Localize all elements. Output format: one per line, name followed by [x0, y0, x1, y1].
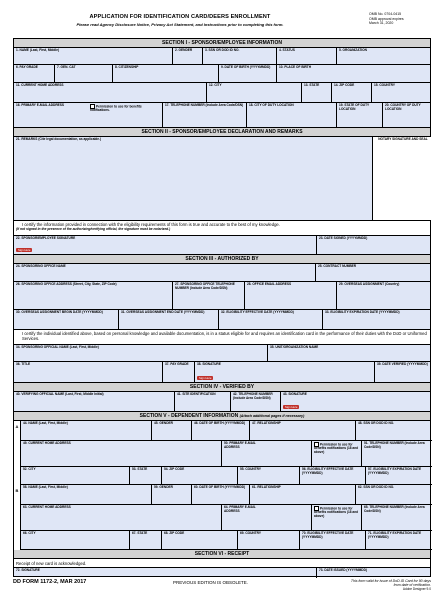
row-receipt — [14, 568, 430, 578]
field-64-label: 64. PRIMARY E-MAIL ADDRESS — [224, 505, 256, 513]
field-52-city[interactable] — [21, 467, 129, 484]
certification-1 — [14, 221, 430, 236]
field-69-label: 69. COUNTRY — [240, 531, 261, 535]
field-44-label: 44. NAME (Last, First, Middle) — [23, 421, 68, 425]
field-15-country[interactable] — [371, 83, 432, 102]
field-48-label: 48. SSN OR DOD ID NO. — [358, 421, 395, 425]
field-58-name[interactable] — [21, 485, 151, 504]
omb-expires-label: OMB approval expires — [369, 16, 404, 21]
field-49-address[interactable] — [21, 441, 221, 466]
field-57-label: 57. ELIGIBILITY EXPIRATION DATE (YYYYMMDD) — [368, 467, 422, 475]
form-footer — [13, 578, 431, 598]
certification-2 — [14, 330, 430, 345]
field-40-label: 40. VERIFYING OFFICIAL NAME (Last, First, Middle Initial) — [16, 392, 104, 396]
field-10-label: 10. PLACE OF BIRTH — [279, 65, 312, 69]
field-67-state[interactable] — [129, 531, 161, 549]
field-62-label: 62. SSN OR DOD ID NO. — [358, 485, 395, 489]
section-1-header: SECTION I - SPONSOR/EMPLOYEE INFORMATION — [14, 39, 430, 48]
field-5-organization[interactable] — [336, 48, 432, 64]
field-69-country[interactable] — [237, 531, 299, 549]
field-21-label: 21. REMARKS (Cite legal documentation, as applicable.) — [16, 137, 102, 141]
field-25-label: 25. CONTRACT NUMBER — [318, 264, 357, 268]
field-17-telephone[interactable] — [162, 103, 246, 127]
field-46-dob[interactable] — [191, 421, 249, 440]
row-office-address — [14, 282, 430, 310]
field-60-dob[interactable] — [191, 485, 249, 504]
field-63-address[interactable] — [21, 505, 221, 530]
form-body — [13, 38, 431, 577]
field-59-label: 59. GENDER — [154, 485, 173, 489]
field-20-duty-country[interactable] — [382, 103, 432, 127]
previous-edition-note: PREVIOUS EDITION IS OBSOLETE. — [173, 580, 249, 585]
field-9-label: 9. DATE OF BIRTH (YYYYMMDD) — [221, 65, 271, 69]
field-52-label: 52. CITY — [23, 467, 36, 471]
field-36-title[interactable] — [14, 362, 162, 382]
section-2-header: SECTION II - SPONSOR/EMPLOYEE DECLARATION AND REMARKS — [14, 128, 430, 137]
field-1-label: 1. NAME (Last, First, Middle) — [16, 48, 60, 52]
field-16-permission-label: Permission to use for benefits notifications. — [90, 104, 142, 113]
field-41-label: 41. SITE IDENTIFICATION — [177, 392, 216, 396]
field-66-label: 66. CITY — [23, 531, 36, 535]
field-55-country[interactable] — [237, 467, 299, 484]
omb-number: OMB No. 0704-0415 — [369, 12, 402, 16]
sign-here-tag: Sign Here — [18, 248, 31, 252]
row-2 — [14, 65, 430, 83]
field-8-citizenship[interactable] — [112, 65, 218, 82]
field-51-label: 51. TELEPHONE NUMBER (Include Area Code/DSN) — [364, 441, 425, 449]
field-12-label: 12. CITY — [209, 83, 222, 87]
field-50-label: 50. PRIMARY E-MAIL ADDRESS — [224, 441, 256, 449]
field-71-label: 71. ELIGIBILITY EXPIRATION DATE (YYYYMMDD) — [368, 531, 422, 539]
omb-expires-date: March 31, 2020 — [369, 21, 394, 26]
field-45-label: 45. GENDER — [154, 421, 173, 425]
field-65-label: 65. TELEPHONE NUMBER (Include Area Code/DSN) — [364, 505, 425, 513]
sign-here-tag: Sign Here — [285, 405, 298, 409]
row-office — [14, 264, 430, 282]
field-50-permission[interactable] — [311, 441, 361, 466]
certification-2-text: I certify the individual identified above, based on personal knowledge and available documentation, is in a status eligible for and requires an identification card in the performance of their duties with the DoD or Uniformed Services. — [22, 331, 427, 341]
row-signature — [14, 236, 430, 255]
field-32-label: 32. ELIGIBILITY EFFECTIVE DATE (YYYYMMDD) — [221, 310, 294, 314]
field-50-permission-text — [314, 442, 362, 455]
field-63-label: 63. CURRENT HOME ADDRESS — [23, 505, 71, 509]
field-65-telephone[interactable] — [361, 505, 432, 530]
section-5-header — [14, 412, 430, 421]
field-62-ssn[interactable] — [355, 485, 432, 504]
form-title: APPLICATION FOR IDENTIFICATION CARD/DEERS ENROLLMENT — [89, 14, 271, 20]
field-35-label: 35. UNIT/ORGANIZATION NAME — [270, 345, 319, 349]
certification-1-text: I certify the information provided in connection with the eligibility requirements of this form is true and accurate to the best of my knowledge. — [22, 222, 280, 227]
field-3-label: 3. SSN OR DOD ID NO. — [205, 48, 240, 52]
field-6-label: 6. PAY GRADE — [16, 65, 38, 69]
field-48-ssn[interactable] — [355, 421, 432, 440]
field-22-sponsor-signature[interactable] — [14, 236, 316, 254]
field-22-label: 22. SPONSOR/EMPLOYEE SIGNATURE — [16, 236, 76, 240]
field-37-label: 37. PAY GRADE — [165, 362, 189, 366]
omb-block — [369, 12, 404, 26]
field-33-exp[interactable] — [322, 310, 432, 329]
field-64-permission-text — [314, 506, 362, 519]
field-7-gen-cat[interactable] — [54, 65, 112, 82]
field-24-office-name[interactable] — [14, 264, 315, 281]
field-14-label: 14. ZIP CODE — [334, 83, 355, 87]
field-64-email[interactable] — [221, 505, 311, 530]
form-number: DD FORM 1172-2, MAR 2017 — [13, 579, 87, 585]
field-72-label: 72. SIGNATURE — [16, 568, 40, 572]
field-51-telephone[interactable] — [361, 441, 432, 466]
field-26-label: 26. SPONSORING OFFICE ADDRESS (Street, City, State, ZIP Code) — [16, 282, 117, 286]
row-remarks — [14, 137, 430, 221]
field-31-label: 31. OVERSEAS ASSIGNMENT END DATE (YYYYMMDD) — [121, 310, 205, 314]
section-5-note: (Attach additional pages if necessary) — [239, 414, 305, 418]
field-32-eff[interactable] — [218, 310, 322, 329]
field-27-office-phone[interactable] — [172, 282, 244, 309]
field-31-end[interactable] — [118, 310, 218, 329]
field-70-eff[interactable] — [299, 531, 365, 549]
field-42-telephone[interactable] — [230, 392, 280, 411]
field-6-pay-grade[interactable] — [14, 65, 54, 82]
dependent-b-marker: B — [14, 485, 21, 550]
field-1-name[interactable] — [14, 48, 172, 64]
field-16-permission[interactable] — [90, 104, 160, 113]
field-44-name[interactable] — [21, 421, 151, 440]
field-19-duty-state[interactable] — [336, 103, 382, 127]
form-header — [0, 0, 441, 38]
field-43-signature[interactable] — [280, 392, 432, 411]
field-9-dob[interactable] — [218, 65, 276, 82]
row-3 — [14, 83, 430, 103]
field-38-signature[interactable] — [194, 362, 374, 382]
row-title — [14, 362, 430, 383]
field-24-label: 24. SPONSORING OFFICE NAME — [16, 264, 66, 268]
field-41-site-id[interactable] — [174, 392, 230, 411]
field-2-gender[interactable] — [172, 48, 202, 64]
field-61-label: 61. RELATIONSHIP — [252, 485, 281, 489]
row-dep-a-2 — [21, 441, 432, 467]
field-26-office-address[interactable] — [14, 282, 172, 309]
field-39-label: 39. DATE VERIFIED (YYYYMMDD) — [377, 362, 428, 366]
field-55-label: 55. COUNTRY — [240, 467, 261, 471]
field-8-label: 8. CITIZENSHIP — [115, 65, 139, 69]
validity-note — [351, 579, 431, 592]
dependent-a-marker: A — [14, 421, 21, 485]
field-29-label: 29. OVERSEAS ASSIGNMENT (Country) — [339, 282, 400, 286]
field-40-verifier-name[interactable] — [14, 392, 174, 411]
field-28-office-email[interactable] — [244, 282, 336, 309]
field-73-label: 73. DATE ISSUED (YYYYMMDD) — [319, 568, 367, 572]
field-43-label: 43. SIGNATURE — [283, 392, 307, 396]
field-50-permission-label: Permission to use for benefits notifications (18 and above) — [314, 442, 359, 454]
section-6-header: SECTION VI - RECEIPT — [14, 550, 430, 559]
section-3-header: SECTION III - AUTHORIZED BY — [14, 255, 430, 264]
field-13-label: 13. STATE — [304, 83, 320, 87]
sign-here-tag: Sign Here — [199, 376, 212, 380]
field-47-relationship[interactable] — [249, 421, 355, 440]
designer-note: Adobe Designer 9.0 — [402, 587, 431, 592]
field-56-eff[interactable] — [299, 467, 365, 484]
field-37-pay-grade[interactable] — [162, 362, 194, 382]
form-subtitle: Please read Agency Disclosure Notice, Privacy Act Statement, and Instructions prior to completing this form. — [76, 22, 284, 27]
section-4-header: SECTION IV - VERIFIED BY — [14, 383, 430, 392]
field-19-label: 19. STATE OF DUTY LOCATION — [339, 103, 370, 111]
field-12-city[interactable] — [206, 83, 301, 102]
field-54-zip[interactable] — [161, 467, 237, 484]
field-42-label: 42. TELEPHONE NUMBER (Include Area Code/DSN) — [233, 392, 273, 400]
field-34-label: 34. SPONSORING OFFICIAL NAME (Last, First, Middle) — [16, 345, 99, 349]
field-38-label: 38. SIGNATURE — [197, 362, 221, 366]
field-61-relationship[interactable] — [249, 485, 355, 504]
field-35-unit[interactable] — [267, 345, 432, 361]
field-2-label: 2. GENDER — [175, 48, 193, 52]
notary-box — [372, 137, 432, 220]
row-dep-b-3 — [21, 531, 432, 550]
row-verifier — [14, 392, 430, 412]
field-13-state[interactable] — [301, 83, 331, 102]
field-4-status[interactable] — [276, 48, 336, 64]
field-59-gender[interactable] — [151, 485, 191, 504]
field-17-label: 17. TELEPHONE NUMBER (Include Area Code/DSN) — [165, 103, 244, 107]
field-36-label: 36. TITLE — [16, 362, 31, 366]
field-3-ssn[interactable] — [202, 48, 276, 64]
field-67-label: 67. STATE — [132, 531, 148, 535]
section-5-title: SECTION V - DEPENDENT INFORMATION — [139, 413, 239, 419]
field-68-label: 68. ZIP CODE — [164, 531, 185, 535]
validity-line-2: from date of verification. — [393, 583, 431, 588]
field-47-label: 47. RELATIONSHIP — [252, 421, 281, 425]
field-5-label: 5. ORGANIZATION — [339, 48, 367, 52]
field-71-exp[interactable] — [365, 531, 432, 549]
field-4-label: 4. STATUS — [279, 48, 295, 52]
field-60-label: 60. DATE OF BIRTH (YYYYMMDD) — [194, 485, 246, 489]
field-45-gender[interactable] — [151, 421, 191, 440]
certification-1-note: (If not signed in the presence of the authorizing/verifying official, the signature must be notarized.) — [16, 227, 171, 231]
row-dep-b-1 — [21, 485, 432, 505]
field-72-signature[interactable] — [14, 568, 316, 578]
field-33-label: 33. ELIGIBILITY EXPIRATION DATE (YYYYMMDD) — [325, 310, 400, 314]
field-53-label: 53. STATE — [132, 467, 148, 471]
field-30-begin[interactable] — [14, 310, 118, 329]
field-70-label: 70. ELIGIBILITY EFFECTIVE DATE (YYYYMMDD) — [302, 531, 354, 539]
field-20-label: 20. COUNTRY OF DUTY LOCATION — [385, 103, 421, 111]
field-14-zip[interactable] — [331, 83, 371, 102]
field-11-home-address[interactable] — [14, 83, 206, 102]
field-39-date-verified[interactable] — [374, 362, 432, 382]
row-overseas-dates — [14, 310, 430, 330]
field-30-label: 30. OVERSEAS ASSIGNMENT BEGIN DATE (YYYYMMDD) — [16, 310, 103, 314]
receipt-statement: Receipt of new card is acknowledged. — [14, 559, 430, 568]
field-64-permission-label: Permission to use for benefits notifications (18 and above) — [314, 506, 359, 518]
row-1 — [14, 48, 430, 65]
field-58-label: 58. NAME (Last, First, Middle) — [23, 485, 68, 489]
field-73-date-issued[interactable] — [316, 568, 432, 578]
field-54-label: 54. ZIP CODE — [164, 467, 185, 471]
field-56-label: 56. ELIGIBILITY EFFECTIVE DATE (YYYYMMDD) — [302, 467, 354, 475]
field-64-permission[interactable] — [311, 505, 361, 530]
notary-label: NOTARY SIGNATURE AND SEAL — [378, 137, 428, 141]
row-dep-a-1 — [21, 421, 432, 441]
field-66-city[interactable] — [21, 531, 129, 549]
field-16-email[interactable] — [14, 103, 162, 127]
field-23-date-signed[interactable] — [316, 236, 432, 254]
field-50-email[interactable] — [221, 441, 311, 466]
row-official — [14, 345, 430, 362]
field-7-label: 7. GEN. CAT — [57, 65, 76, 69]
field-27-label: 27. SPONSORING OFFICE TELEPHONE NUMBER (Include Area Code/DSN) — [175, 282, 235, 290]
row-4 — [14, 103, 430, 128]
field-28-label: 28. OFFICE EMAIL ADDRESS — [247, 282, 292, 286]
field-49-label: 49. CURRENT HOME ADDRESS — [23, 441, 71, 445]
field-21-remarks[interactable] — [14, 137, 372, 220]
field-18-duty-city[interactable] — [246, 103, 336, 127]
field-57-exp[interactable] — [365, 467, 432, 484]
field-16-label: 16. PRIMARY E-MAIL ADDRESS — [16, 103, 64, 107]
field-34-official-name[interactable] — [14, 345, 267, 361]
field-10-place-of-birth[interactable] — [276, 65, 432, 82]
validity-line-1: This form valid for issue of DoD ID Card for 90 days — [350, 579, 431, 583]
field-53-state[interactable] — [129, 467, 161, 484]
field-15-label: 15. COUNTRY — [374, 83, 395, 87]
field-18-label: 18. CITY OF DUTY LOCATION — [249, 103, 294, 107]
field-29-overseas[interactable] — [336, 282, 432, 309]
field-23-label: 23. DATE SIGNED (YYYYMMDD) — [319, 236, 368, 240]
row-dep-a-3 — [21, 467, 432, 485]
field-46-label: 46. DATE OF BIRTH (YYYYMMDD) — [194, 421, 246, 425]
field-25-contract[interactable] — [315, 264, 432, 281]
field-68-zip[interactable] — [161, 531, 237, 549]
field-11-label: 11. CURRENT HOME ADDRESS — [16, 83, 64, 87]
row-dep-b-2 — [21, 505, 432, 531]
